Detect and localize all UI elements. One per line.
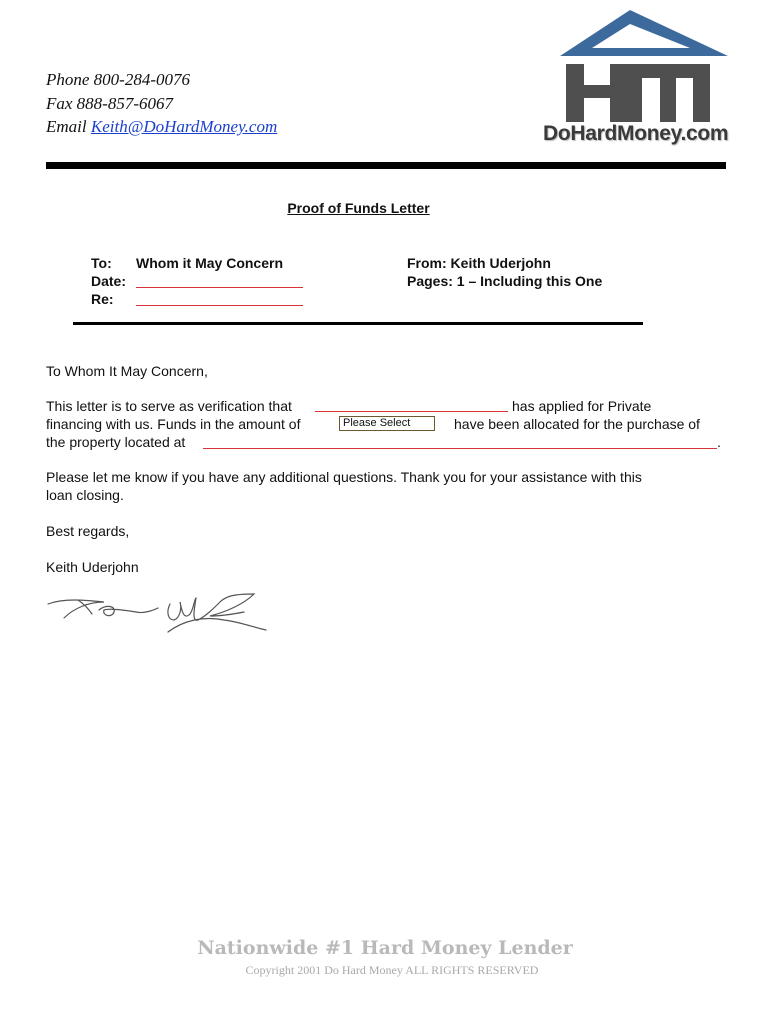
phone-text: Phone 800-284-0076 xyxy=(46,70,191,89)
property-address-field[interactable] xyxy=(203,448,717,449)
section-divider xyxy=(73,322,643,325)
re-label: Re: xyxy=(91,291,114,307)
date-field[interactable] xyxy=(136,287,303,288)
re-field[interactable] xyxy=(136,305,303,306)
footer-tagline: Nationwide #1 Hard Money Lender xyxy=(197,937,573,959)
p1-text-e: the property located at xyxy=(46,434,186,450)
logo-wordmark: DoHardMoney.com xyxy=(543,122,729,145)
to-label: To: xyxy=(91,255,112,271)
email-label: Email xyxy=(46,117,91,136)
footer-copyright: Copyright 2001 Do Hard Money ALL RIGHTS RESERVED xyxy=(245,963,539,977)
p2-line1: Please let me know if you have any additional questions. Thank you for your assistance with this xyxy=(46,469,642,485)
p2-line2: loan closing. xyxy=(46,487,124,503)
applicant-field[interactable] xyxy=(315,411,508,412)
p1-text-c: financing with us. Funds in the amount of xyxy=(46,416,301,432)
amount-select[interactable]: Please Select xyxy=(339,416,435,431)
p1-text-a: This letter is to serve as verification that xyxy=(46,398,292,414)
handwritten-signature xyxy=(44,590,274,640)
header-divider xyxy=(46,162,726,169)
to-value: Whom it May Concern xyxy=(136,255,284,271)
letter-title: Proof of Funds Letter xyxy=(287,200,430,216)
p1-text-b: has applied for Private xyxy=(512,398,652,414)
closing: Best regards, xyxy=(46,523,130,539)
pages-text: Pages: 1 – Including this One xyxy=(407,273,603,289)
p1-end: . xyxy=(717,434,721,450)
email-link[interactable]: Keith@DoHardMoney.com xyxy=(90,117,278,136)
email-line xyxy=(46,115,277,139)
date-label: Date: xyxy=(91,273,127,289)
signer-name: Keith Uderjohn xyxy=(46,559,139,575)
salutation: To Whom It May Concern, xyxy=(46,363,208,379)
p1-text-d: have been allocated for the purchase of xyxy=(454,416,700,432)
contact-block xyxy=(46,68,277,139)
fax-text: Fax 888-857-6067 xyxy=(46,93,174,113)
from-text: From: Keith Uderjohn xyxy=(407,255,551,271)
logo-hm-letters xyxy=(566,64,710,122)
